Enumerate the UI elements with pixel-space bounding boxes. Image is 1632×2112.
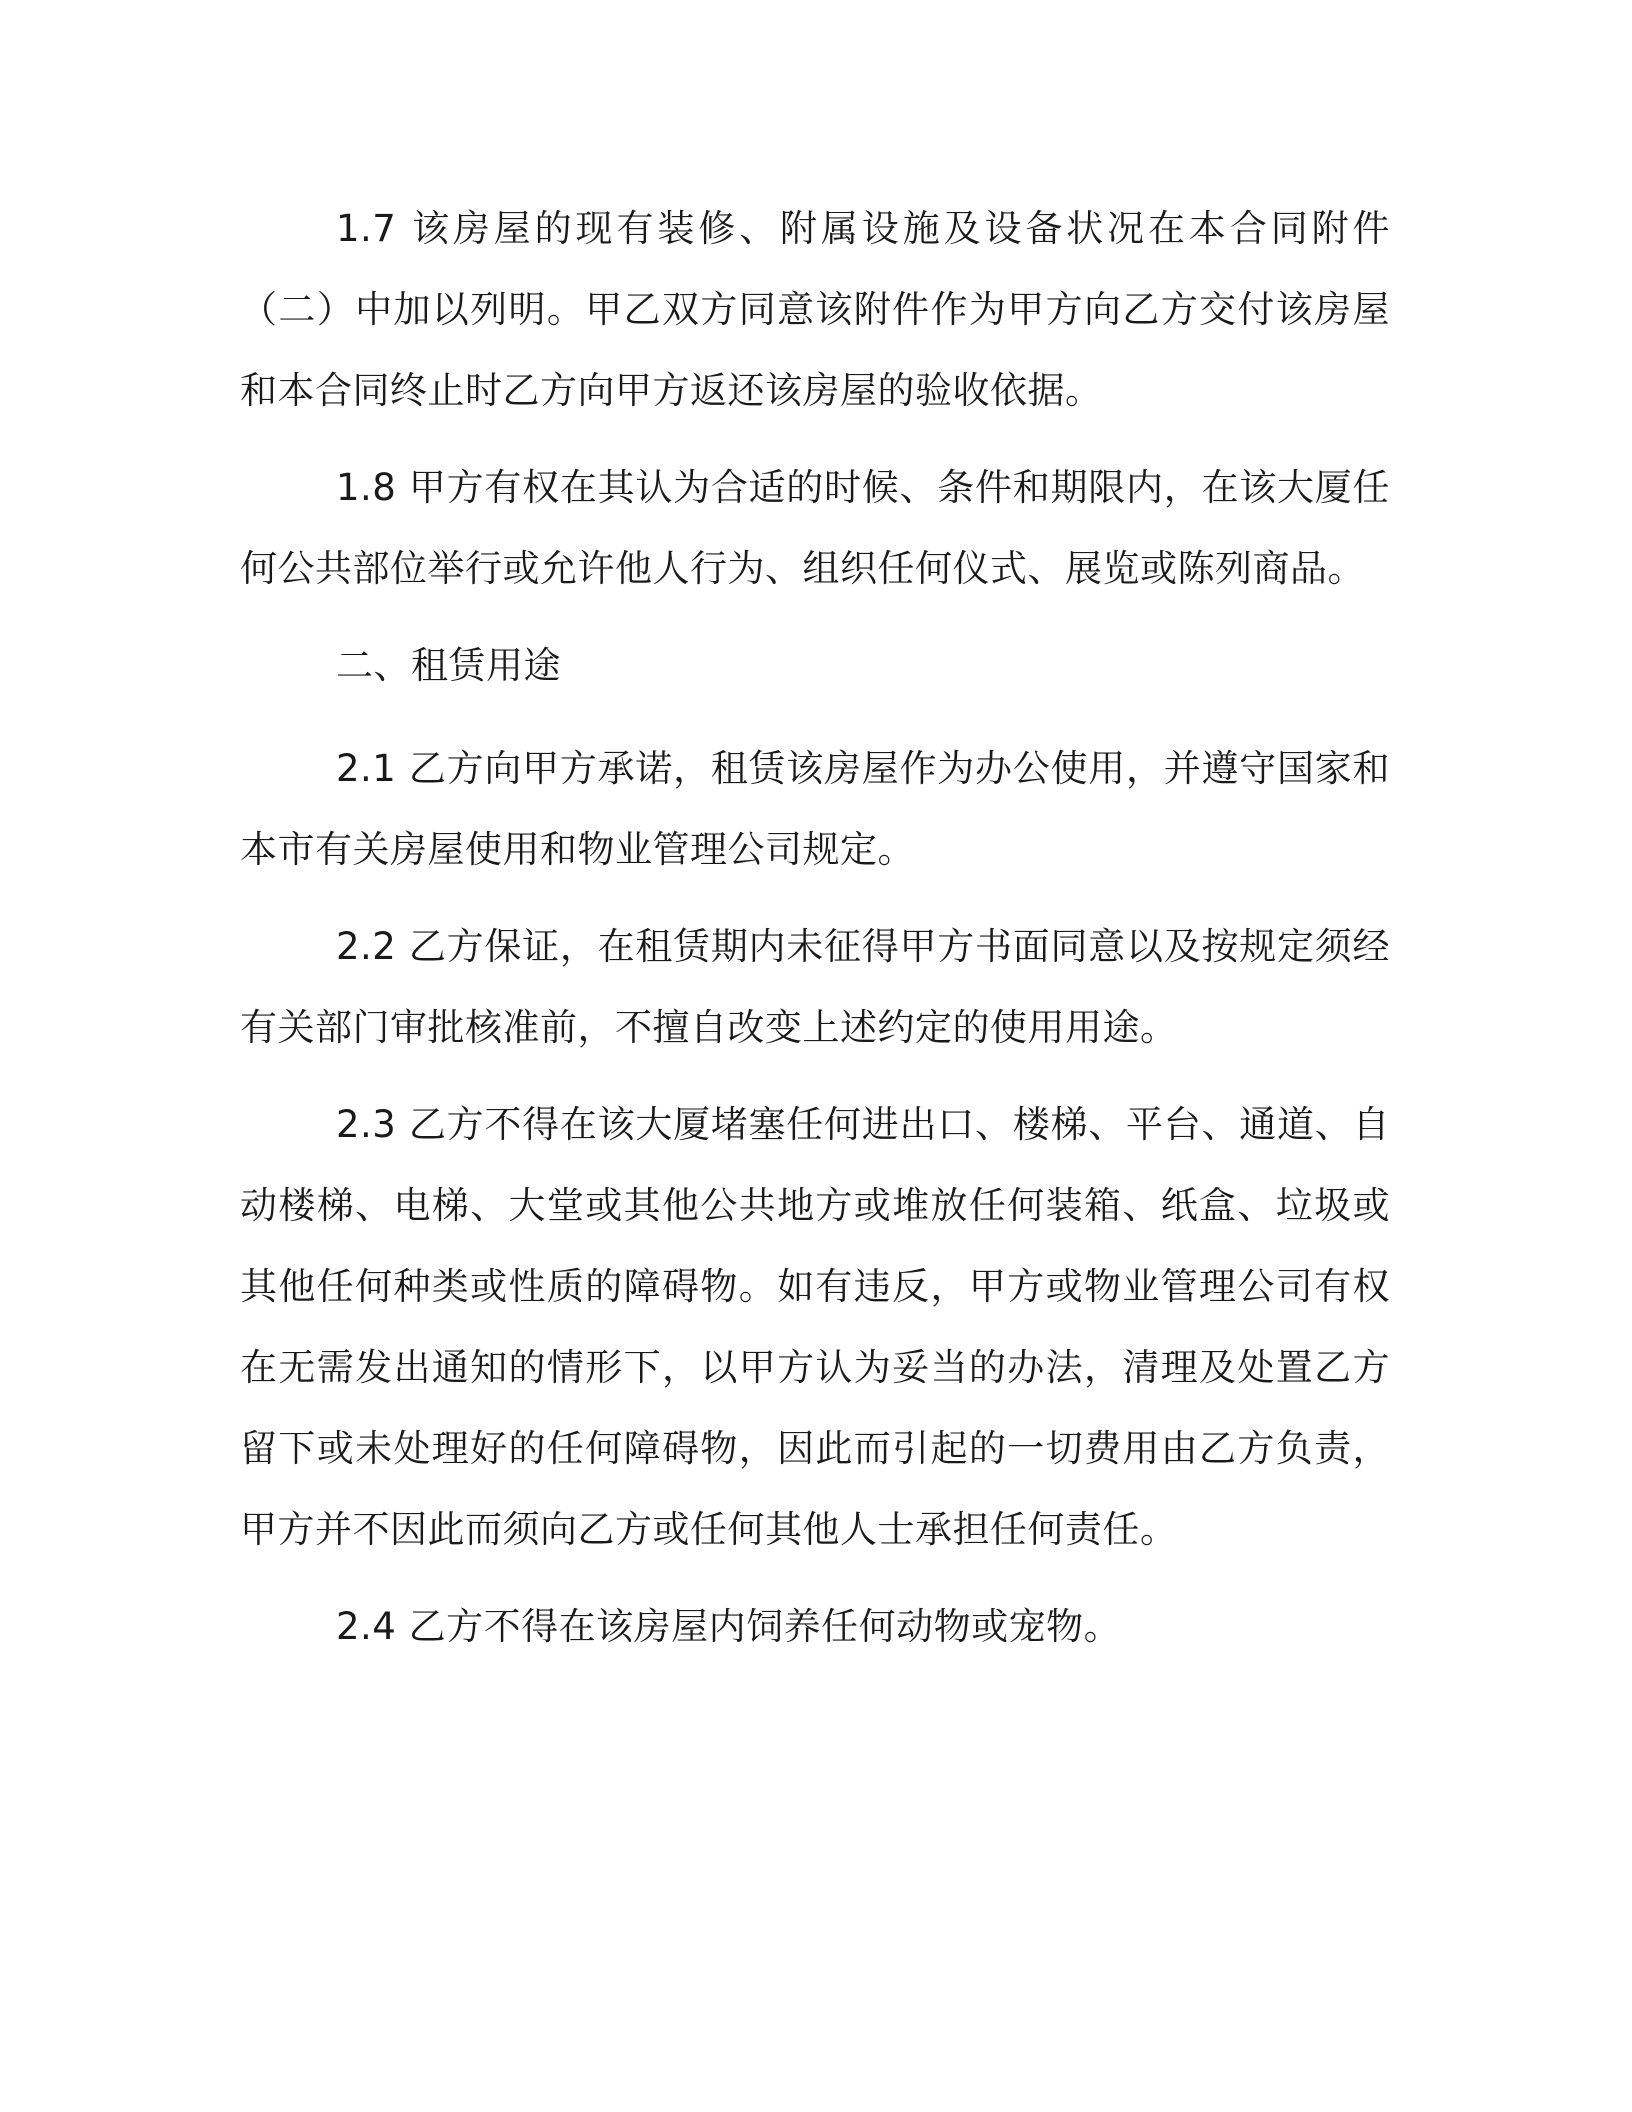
clause-2-2: 2.2 乙方保证，在租赁期内未征得甲方书面同意以及按规定须经有关部门审批核准前，不擅自改变上述约定的使用用途。 xyxy=(240,925,1390,1049)
clause-2-1: 2.1 乙方向甲方承诺，租赁该房屋作为办公使用，并遵守国家和本市有关房屋使用和物业管理公司规定。 xyxy=(240,747,1390,871)
clause-1-7: 1.7 该房屋的现有装修、附属设施及设备状况在本合同附件（二）中加以列明。甲乙双方同意该附件作为甲方向乙方交付该房屋和本合同终止时乙方向甲方返还该房屋的验收依据。 xyxy=(240,207,1390,412)
document-page xyxy=(240,188,1390,1683)
clause-1-8: 1.8 甲方有权在其认为合适的时候、条件和期限内，在该大厦任何公共部位举行或允许他人行为、组织任何仪式、展览或陈列商品。 xyxy=(240,466,1390,590)
clause-2-4: 2.4 乙方不得在该房屋内饲养任何动物或宠物。 xyxy=(336,1605,1122,1648)
clause-2-3: 2.3 乙方不得在该大厦堵塞任何进出口、楼梯、平台、通道、自动楼梯、电梯、大堂或其他公共地方或堆放任何装箱、纸盒、垃圾或其他任何种类或性质的障碍物。如有违反，甲方或物业管理公司有权在无需发出通知的情形下，以甲方认为妥当的办法，清理及处置乙方留下或未处理好的任何障碍物，因此而引起的一切费用由乙方负责，甲方并不因此而须向乙方或任何其他人士承担任何责任。 xyxy=(240,1103,1390,1551)
section-heading-lease-purpose: 二、租赁用途 xyxy=(336,644,561,687)
